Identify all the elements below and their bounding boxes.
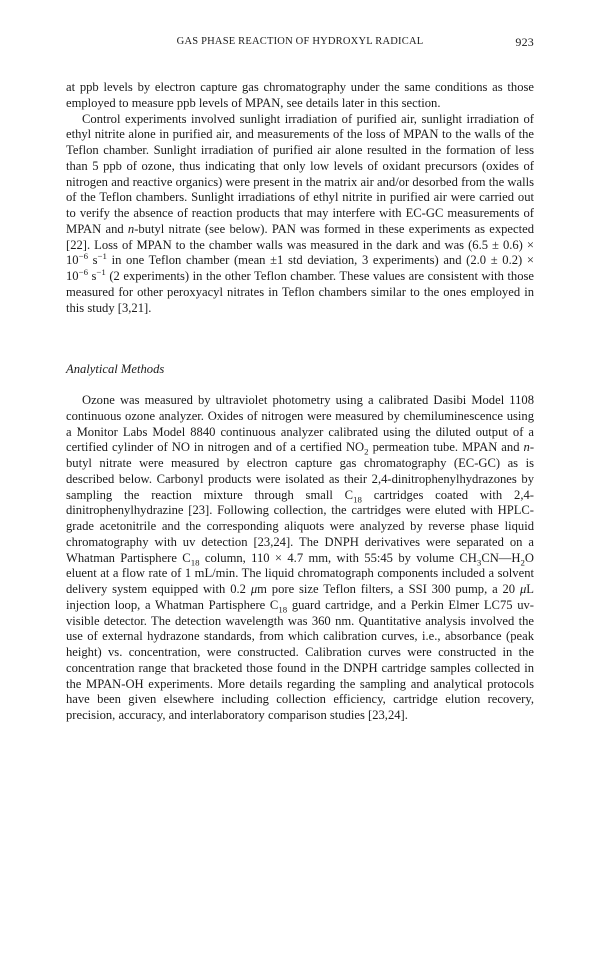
paragraph-analytical-methods [66,393,534,724]
text-run: Ozone was measured by ultraviolet photometry using a calibrated Dasibi Model 1108 continuous ozone analyzer. Oxides of nitrogen were measured by chemiluminescence using a Monitor Labs Model 8840 continuous analyzer calibrated using the diluted output of a certified cylinder of NO in nitrogen and of a certified NO [66,393,534,455]
section-heading: Analytical Methods [66,362,165,377]
subscript: 18 [190,557,200,568]
paragraph-text: at ppb levels by electron capture gas chromatography under the same conditions as those employed to measure ppb levels of MPAN, see details later in this section. [66,80,534,110]
text-run: permeation tube. MPAN and [368,440,524,455]
greek-mu: μ [519,582,527,596]
text-run: CN—H [481,550,521,565]
subscript: 2 [520,557,525,568]
subscript: 2 [364,446,369,457]
text-run: column, 110 × 4.7 mm, with 55:45 by volume CH [199,550,477,565]
exponent: −1 [96,266,106,277]
page-number: 923 [515,35,534,49]
text-run: (2 experiments) in the other Teflon chamber. These values are consistent with those measured for other peroxyacyl nitrates in Teflon chambers similar to the ones employed in this study [3,21]. [66,269,534,315]
subscript: 18 [278,604,288,615]
text-run: m pore size Teflon filters, a SSI 300 pump, a 20 [257,582,520,596]
italic-n: n [127,221,135,236]
text-run: guard cartridge, and a Perkin Elmer LC75 uv-visible detector. The detection wavelength was 360 nm. Quantitative analysis involved the use of external hydrazone standards, from which calibration curves, i.e., absorbance (peak height) vs. concentration, were constructed. Calibration curves were constructed in the concentration range that bracketed those found in the DNPH cartridge samples collected in the MPAN-OH experiments. More details regarding the sampling and analytical protocols have been given elsewhere including collection efficiency, cartridge elution recovery, precision, accuracy, and interlaboratory comparison studies [23,24]. [66,597,534,722]
paragraph-control-experiments [66,112,534,317]
exponent: −6 [78,266,88,277]
text-run: s [87,269,97,283]
text-run: -butyl nitrate were measured by electron capture gas chromatography (EC-GC) as is described below. Carbonyl products were isolated as their 2,4-dinitrophenylhydrazones by sampling the reaction mixture through small C [66,440,535,502]
subscript: 3 [476,557,482,568]
exponent: −1 [97,251,107,262]
text-run: L injection loop, a Whatman Partisphere C [66,582,534,612]
greek-mu: μ [250,582,258,596]
text-run: -butyl nitrate (see below). PAN was formed in these experiments as expected [22]. Loss of MPAN to the chamber walls was measured in the dark and was (6.5 ± 0.6) × 10 [66,221,535,268]
running-head [66,36,534,52]
text-run: cartridges coated with 2,4-dinitrophenylhydrazine [23]. Following collection, the cartridges were eluted with HPLC-grade acetonitrile and the corresponding aliquots were analyzed by reverse phase liquid chromatography with uv detection [23,24]. The DNPH derivatives were separated on a Whatman Partisphere C [66,487,534,565]
text-run: in one Teflon chamber (mean ±1 std deviation, 3 experiments) and (2.0 ± 0.2) × 10 [66,253,534,283]
exponent: −6 [78,251,88,262]
subscript: 18 [353,494,362,505]
text-run: O eluent at a flow rate of 1 mL/min. The liquid chromatograph components included a solvent delivery system equipped with 0.2 [66,550,535,596]
text-run: Control experiments involved sunlight irradiation of purified air, sunlight irradiation of ethyl nitrite alone in purified air, and measurements of the loss of MPAN to the walls of the Teflon chamber. Sunlight irradiation of purified air alone resulted in the formation of less than 5 ppb of ozone, thus indicating that only low levels of oxidant precursors (oxides of nitrogen and reactive organics) were present in the matrix air and/or desorbed from the walls of the Teflon chambers. Sunlight irradiations of ethyl nitrite in purified air were carried out to verify the absence of reaction products that may interfere with EC-GC measurements of MPAN and [66,111,534,236]
body-text [66,80,534,724]
paragraph-continuation [66,80,534,112]
running-title: GAS PHASE REACTION OF HYDROXYL RADICAL [176,36,424,47]
text-run: s [87,253,98,268]
italic-n: n [523,440,530,455]
